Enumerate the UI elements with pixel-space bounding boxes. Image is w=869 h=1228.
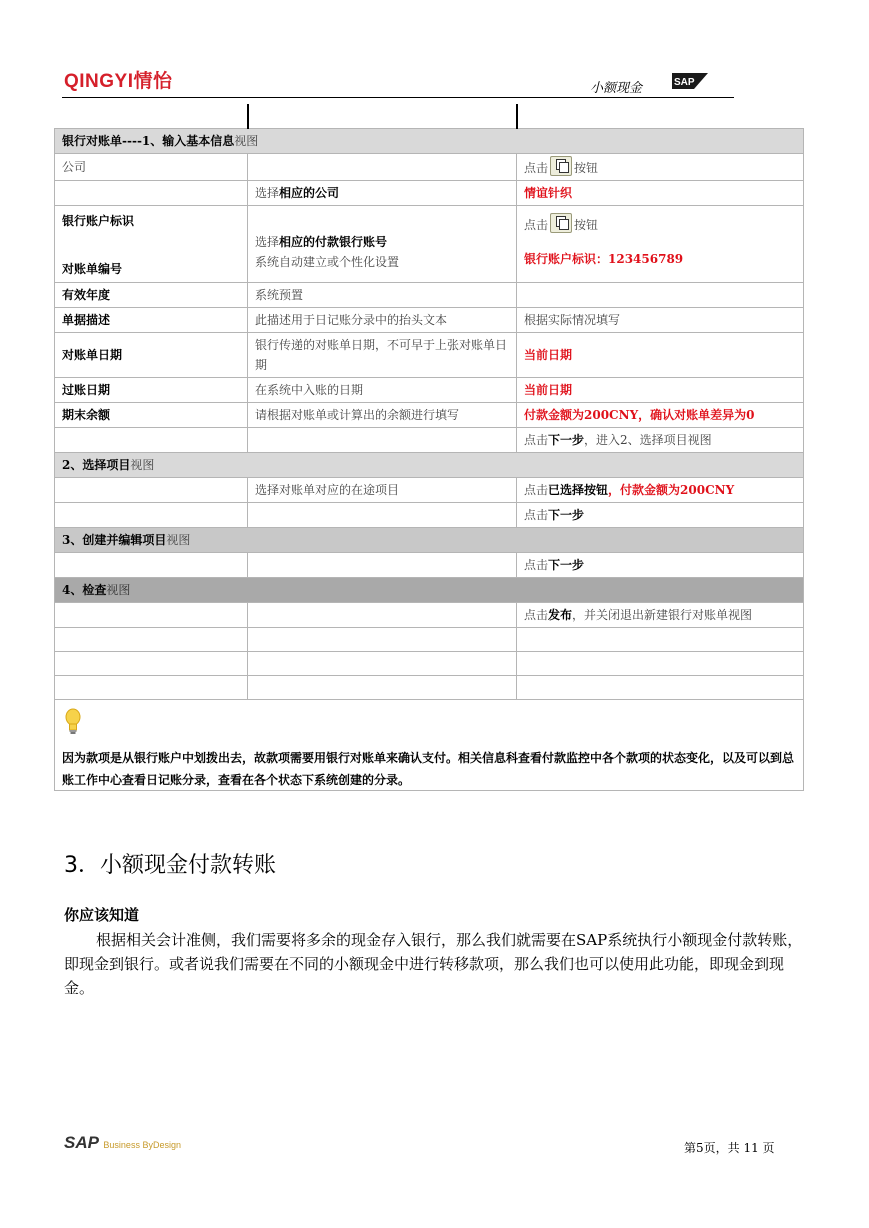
field-label-statement-number: 对账单编号 [62,261,123,276]
table-row [55,675,804,699]
section-heading: 3．小额现金付款转账 [64,853,276,878]
lightbulb-icon [65,708,81,736]
page-number: 第5页，共 11 页 [684,1141,775,1155]
table-row: 点击下一步 [55,502,804,527]
sap-logo-icon [672,73,708,89]
body-paragraph: 根据相关会计准侧，我们需要将多余的现金存入银行，那么我们就需要在SAP系统执行小额现金付款转账，即现金到银行。或者说我们需要在不同的小额现金中进行转移款项，那么我们也可以使用此功能，即现金到现金。 [64,931,803,997]
section-header-basic-info: 银行对账单----1、输入基本信息视图 [55,128,804,153]
table-row [55,104,804,128]
bank-statement-steps-table: 银行对账单----1、输入基本信息视图 公司 点击 按钮 选择相应的公司 情谊针织 银行账户标识 对账单编号 选择相应的付款银行账号 系统自动建立或个性化设置 点击 按钮 银行账户标识：123456789 有效年度 系统预置 单据描述 此描述用于日记账分录中的抬头文本 根据实际情况填写 对账单日期 银行传递的对账单日期，不可早于上张对账单日期 当前日期 过账日期 在系统中入账的日期 当前日期 期末余额 请根据对账单或计算出的余额进行填写 付款金额为200CNY，确认对账单差异为0 点击下一步，进入2、选择项目视图 2、选择项目视图 选择对账单对应的在途项目 点击已选择按钮，付款金额为200CNY 点击下一步 3、创建并编辑项目视图 点击下一步 4、检查视图 点击发布，并关闭退出新建银行对账单视图 因为款项是从银行账户中划拨出去，故款项需要用银行对账单来确认支付。相关信息科查看付款监控中各个款项的状态变化，以及可以到总账工作中心查看日记账分录，查看在各个状态下系统创建的分录。 [54,104,804,791]
table-row: 有效年度 系统预置 [55,282,804,307]
company-logo: QINGYI情怡 [64,71,173,92]
table-row: 点击下一步 [55,552,804,577]
header-title: 小额现金 [590,80,643,95]
note-row [55,699,804,790]
table-row [55,651,804,675]
table-row: 银行账户标识 对账单编号 选择相应的付款银行账号 系统自动建立或个性化设置 点击 按钮 [55,205,804,242]
footer-logo: SAP Business ByDesign [64,1133,181,1152]
table-row: 选择相应的公司 情谊针织 [55,180,804,205]
table-row: 对账单日期 银行传递的对账单日期，不可早于上张对账单日期 当前日期 [55,332,804,377]
section-header-create-edit: 3、创建并编辑项目视图 [55,527,804,552]
table-row [55,627,804,651]
table-row: 点击发布，并关闭退出新建银行对账单视图 [55,602,804,627]
table-row: 期末余额 请根据对账单或计算出的余额进行填写 付款金额为200CNY，确认对账单差异为0 [55,402,804,427]
copy-button-icon [550,213,572,233]
section-header-check: 4、检查视图 [55,577,804,602]
table-row: 单据描述 此描述用于日记账分录中的抬头文本 根据实际情况填写 [55,307,804,332]
field-label-company: 公司 [55,153,248,180]
svg-text:SAP: SAP [674,77,695,88]
subheading: 你应该知道 [64,906,140,924]
section-header-select-items: 2、选择项目视图 [55,452,804,477]
table-row: 选择对账单对应的在途项目 点击已选择按钮，付款金额为200CNY [55,477,804,502]
table-row: 过账日期 在系统中入账的日期 当前日期 [55,377,804,402]
header-rule [62,97,734,98]
note-text: 因为款项是从银行账户中划拨出去，故款项需要用银行对账单来确认支付。相关信息科查看付款监控中各个款项的状态变化，以及可以到总账工作中心查看日记账分录，查看在各个状态下系统创建的分录。 [62,750,795,787]
table-row: 点击下一步，进入2、选择项目视图 [55,427,804,452]
field-label-bank-account: 银行账户标识 [62,213,135,228]
copy-button-icon [550,156,572,176]
table-row: 公司 点击 按钮 [55,153,804,180]
